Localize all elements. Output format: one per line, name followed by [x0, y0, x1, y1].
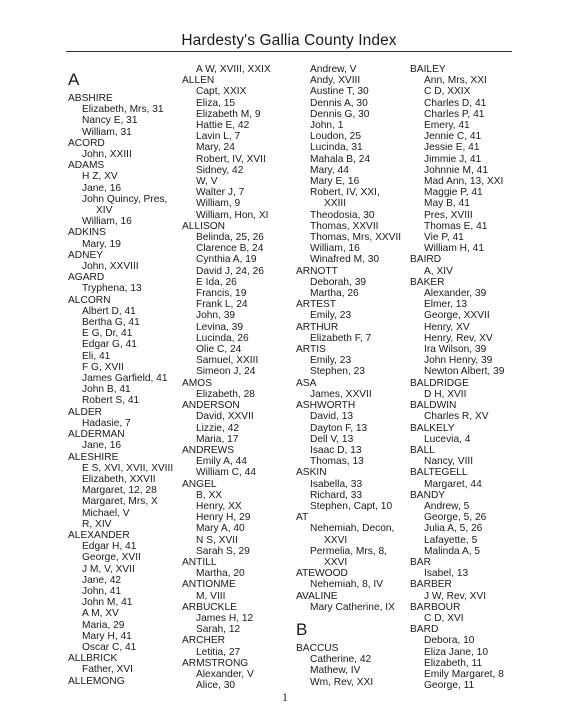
index-entry: Mary, 19 — [82, 238, 121, 250]
index-entry: Julia A, 5, 26 — [424, 523, 483, 535]
index-entry: John Quincy, Pres, — [82, 193, 168, 205]
index-entry: W, V — [196, 176, 218, 188]
index-entry: Ira Wilson, 39 — [424, 344, 487, 356]
index-entry: Jane, 16 — [82, 182, 122, 194]
index-entry: Elizabeth F, 7 — [310, 332, 372, 344]
index-entry: Albert D, 41 — [82, 305, 136, 317]
index-entry: Lucevia, 4 — [424, 433, 471, 445]
index-surname: BAKER — [410, 276, 445, 288]
index-entry: Thomas E, 41 — [424, 220, 488, 232]
index-entry: Sarah, 12 — [196, 624, 241, 636]
index-entry: Robert, IV, XXI, — [310, 187, 380, 199]
index-entry: Mahala B, 24 — [310, 153, 371, 165]
index-entry: Francis, 19 — [196, 288, 247, 300]
index-entry: Winafred M, 30 — [310, 254, 380, 266]
index-surname: ALESHIRE — [68, 451, 119, 463]
index-entry: William, 31 — [82, 126, 132, 138]
index-entry: Catherine, 42 — [310, 654, 372, 666]
index-entry: Samuel, XXIII — [196, 355, 259, 367]
index-surname: ANTILL — [182, 556, 217, 568]
index-surname: ALDER — [68, 406, 102, 418]
index-entry: B, XX — [196, 489, 223, 501]
index-entry: Nehemiah, 8, IV — [310, 579, 384, 591]
index-entry: John, XXVIII — [82, 261, 139, 273]
index-entry: Thomas, Mrs, XXVII — [310, 232, 402, 244]
index-entry: Isabel, 13 — [424, 568, 469, 580]
index-entry: Isaac D, 13 — [310, 444, 362, 456]
index-surname: BANDY — [410, 489, 446, 501]
index-entry: Austine T, 30 — [310, 86, 369, 98]
index-entry: Wm, Rev, XXI — [310, 676, 374, 688]
index-entry: Emily Margaret, 8 — [424, 668, 504, 680]
index-entry: Alexander, V — [196, 668, 254, 680]
index-surname: ADAMS — [68, 160, 105, 172]
index-surname: ALCORN — [68, 294, 111, 306]
index-entry-continuation: XXVI — [324, 556, 348, 568]
index-surname: BAR — [410, 556, 431, 568]
index-entry: Henry, XX — [196, 500, 242, 512]
index-entry: Lucinda, 26 — [196, 332, 249, 344]
index-entry: Sarah S, 29 — [196, 545, 250, 557]
index-surname: ATEWOOD — [296, 568, 348, 580]
index-entry: Jimmie J, 41 — [424, 153, 482, 165]
index-entry: John M, 41 — [82, 597, 133, 609]
index-entry: Martha, 26 — [310, 288, 359, 300]
index-entry: Olie C, 24 — [196, 344, 242, 356]
index-surname: BALDRIDGE — [410, 377, 469, 389]
index-entry: Elizabeth, 28 — [196, 388, 255, 400]
index-surname: BALDWIN — [410, 400, 457, 412]
index-entry: D H, XVII — [424, 388, 467, 400]
index-entry: Mary Catherine, IX — [310, 601, 395, 613]
index-surname: ANDREWS — [182, 444, 235, 456]
index-entry: Theodosia, 30 — [310, 209, 375, 221]
index-entry: E S, XVI, XVII, XVIII — [82, 462, 174, 474]
index-entry: Isabella, 33 — [310, 478, 363, 490]
index-entry: E Ida, 26 — [196, 276, 237, 288]
index-surname: ADKINS — [68, 227, 106, 239]
index-entry: Nancy, VIII — [424, 456, 474, 468]
index-entry: John Henry, 39 — [424, 355, 493, 367]
index-entry: George, XXVII — [424, 310, 490, 322]
index-entry: Margaret, 12, 28 — [82, 485, 157, 497]
index-entry: Thomas, XXVII — [310, 220, 379, 232]
index-surname: BACCUS — [296, 642, 339, 654]
index-entry: Bertha G, 41 — [82, 317, 140, 329]
index-entry: Pres, XVIII — [424, 209, 473, 221]
index-surname: ARCHER — [182, 635, 226, 647]
index-entry: M, VIII — [196, 590, 226, 602]
index-column-2 — [182, 64, 271, 691]
index-entry: Mary A, 40 — [196, 523, 245, 535]
index-entry: William, 16 — [82, 216, 132, 228]
index-entry: Dayton F, 13 — [310, 422, 368, 434]
index-entry: Alice, 30 — [196, 680, 236, 692]
index-entry: Robert, IV, XVII — [196, 153, 266, 165]
header-rule — [66, 51, 512, 52]
index-entry: Levina, 39 — [196, 321, 244, 333]
index-entry: David, XXVII — [196, 411, 254, 423]
index-entry: William H, 41 — [424, 243, 485, 255]
index-entry: Elizabeth M, 9 — [196, 108, 261, 120]
index-entry: Maggie P, 41 — [424, 187, 483, 199]
index-surname: AGARD — [68, 272, 105, 284]
index-surname: ABSHIRE — [68, 93, 113, 104]
index-surname: BAIRD — [410, 254, 442, 266]
index-entry: Letitia, 27 — [196, 646, 241, 658]
index-entry: N S, XVII — [196, 534, 238, 546]
index-entry: Mad Ann, 13, XXI — [424, 176, 504, 188]
index-entry: Mary H, 41 — [82, 630, 132, 642]
index-entry: George, XVII — [82, 552, 141, 564]
index-surname: BAILEY — [410, 64, 446, 75]
index-entry: Andrew, V — [310, 64, 357, 75]
index-surname: ADNEY — [68, 249, 104, 261]
index-entry: C D, XVI — [424, 612, 464, 624]
index-surname: AMOS — [182, 377, 213, 389]
index-entry: Stephen, Capt, 10 — [310, 500, 393, 512]
index-entry: Emily, 23 — [310, 310, 352, 322]
index-entry: Jessie E, 41 — [424, 142, 480, 154]
index-entry: William, 9 — [196, 198, 241, 210]
index-entry: Eliza, 15 — [196, 97, 236, 109]
index-entry: Nehemiah, Decon, — [310, 523, 395, 535]
index-entry: Malinda A, 5 — [424, 545, 481, 557]
index-entry: Sidney, 42 — [196, 164, 244, 176]
index-surname: ALLEN — [182, 75, 215, 87]
index-entry: Loudon, 25 — [310, 131, 361, 143]
index-surname: BALTEGELL — [410, 467, 468, 479]
index-entry: Nancy E, 31 — [82, 115, 138, 127]
index-entry-continuation: XXIII — [324, 198, 347, 210]
index-entry: Newton Albert, 39 — [424, 366, 505, 378]
index-entry: James H, 12 — [196, 612, 254, 624]
index-entry: Charles D, 41 — [424, 97, 487, 109]
index-entry: David J, 24, 26 — [196, 265, 264, 277]
index-entry: Mathew, IV — [310, 665, 361, 677]
index-entry: John B, 41 — [82, 384, 131, 396]
index-entry: Johnnie M, 41 — [424, 164, 488, 176]
index-entry-continuation: XIV — [96, 205, 113, 217]
index-entry: Michael, V — [82, 507, 130, 519]
index-entry: Father, XVI — [82, 664, 133, 676]
index-entry: Edgar G, 41 — [82, 339, 137, 351]
index-entry: Lafayette, 5 — [424, 534, 478, 546]
index-entry: Hattie E, 42 — [196, 120, 250, 132]
index-surname: ANDERSON — [182, 400, 240, 412]
index-surname: ARMSTRONG — [182, 657, 249, 669]
index-entry: John, 41 — [82, 585, 122, 597]
index-entry: Oscar C, 41 — [82, 641, 137, 653]
index-entry: Mary E, 16 — [310, 176, 360, 188]
index-entry: Permelia, Mrs, 8, — [310, 545, 387, 557]
index-entry: Tryphena, 13 — [82, 283, 142, 295]
index-entry: A, XIV — [424, 265, 453, 277]
index-entry: George, 5, 26 — [424, 512, 487, 524]
index-surname: BALL — [410, 444, 435, 456]
index-surname: BARBER — [410, 579, 452, 591]
index-surname: BARBOUR — [410, 601, 461, 613]
index-surname: ANTIONME — [182, 579, 236, 591]
index-surname: ALLEMONG — [68, 675, 125, 687]
index-entry: Henry, XV — [424, 321, 470, 333]
index-entry: Deborah, 39 — [310, 276, 367, 288]
index-entry: Edgar H, 41 — [82, 541, 137, 553]
index-entry: Dennis A, 30 — [310, 97, 368, 109]
index-entry: Jane, 42 — [82, 574, 122, 586]
index-surname: ALDERMAN — [68, 429, 125, 441]
index-surname: ALLISON — [182, 220, 226, 232]
page-number: 1 — [282, 690, 288, 704]
index-surname: ARNOTT — [296, 265, 338, 277]
index-entry: Elizabeth, Mrs, 31 — [82, 104, 164, 116]
index-surname: ALLBRICK — [68, 653, 118, 665]
index-entry: Maria, 17 — [196, 433, 239, 445]
index-entry: Emery, 41 — [424, 120, 470, 132]
index-entry: Lavin L, 7 — [196, 131, 241, 143]
index-surname: ARBUCKLE — [182, 601, 237, 613]
index-entry: E G, Dr, 41 — [82, 328, 133, 340]
index-entry: Margaret, 44 — [424, 478, 482, 490]
index-entry: Maria, 29 — [82, 619, 125, 631]
index-entry: Clarence B, 24 — [196, 243, 264, 255]
index-entry: Hadasie, 7 — [82, 417, 131, 429]
index-entry: David, 13 — [310, 411, 354, 423]
index-entry: R, XIV — [82, 518, 112, 530]
index-surname: ARTHUR — [296, 321, 339, 333]
index-entry: John, 39 — [196, 310, 236, 322]
index-entry: Dennis G, 30 — [310, 108, 370, 120]
index-surname: ACORD — [68, 137, 105, 149]
index-surname: ARTIS — [296, 344, 326, 356]
index-entry: Frank L, 24 — [196, 299, 248, 311]
index-entry: Lucinda, 31 — [310, 142, 363, 154]
index-entry: Debora, 10 — [424, 635, 475, 647]
index-entry: Andrew, 5 — [424, 500, 470, 512]
index-entry: Margaret, Mrs, X — [82, 496, 158, 508]
index-entry: Robert S, 41 — [82, 395, 140, 407]
index-entry: May B, 41 — [424, 198, 470, 210]
index-entry: J M, V, XVII — [82, 563, 135, 575]
index-entry: Richard, 33 — [310, 489, 363, 501]
index-entry: William, 16 — [310, 243, 360, 255]
index-surname: ARTEST — [296, 299, 337, 311]
index-entry-continuation: XXVI — [324, 534, 348, 546]
page-header-title: Hardesty's Gallia County Index — [181, 32, 397, 49]
index-entry: George, 11 — [424, 680, 475, 692]
index-entry: Jane, 16 — [82, 440, 122, 452]
index-surname: ALEXANDER — [68, 529, 130, 541]
index-surname: BARD — [410, 624, 439, 636]
index-entry: H Z, XV — [82, 171, 118, 183]
index-surname: ASHWORTH — [296, 400, 356, 412]
index-surname: BALKELY — [410, 422, 455, 434]
index-entry: Charles R, XV — [424, 411, 489, 423]
index-column-1 — [68, 64, 173, 687]
index-entry: Belinda, 25, 26 — [196, 232, 264, 244]
index-entry: Henry, Rev, XV — [424, 332, 493, 344]
section-letter: B — [296, 619, 308, 639]
index-entry: Charles P, 41 — [424, 108, 485, 120]
index-entry: Alexander, 39 — [424, 288, 487, 300]
index-entry: Lizzie, 42 — [196, 422, 240, 434]
index-entry: Dell V, 13 — [310, 433, 354, 445]
index-entry: Walter J, 7 — [196, 187, 245, 199]
index-entry: Vie P, 41 — [424, 232, 464, 244]
index-entry: Simeon J, 24 — [196, 366, 256, 378]
index-entry: Elmer, 13 — [424, 299, 468, 311]
index-entry: F G, XVII — [82, 361, 124, 373]
index-entry: John, 1 — [310, 120, 344, 132]
index-surname: ANGEL — [182, 478, 217, 490]
index-entry: Emily, 23 — [310, 355, 352, 367]
index-column-4 — [410, 64, 504, 691]
index-entry: Andy, XVIII — [310, 75, 361, 87]
index-entry: A M, XV — [82, 608, 119, 620]
index-entry: Emily A, 44 — [196, 456, 247, 468]
index-entry: James Garfield, 41 — [82, 373, 168, 385]
index-surname: ASA — [296, 377, 317, 389]
index-entry: Elizabeth, XXVII — [82, 473, 156, 485]
index-entry: Mary, 44 — [310, 164, 349, 176]
index-entry: Martha, 20 — [196, 568, 245, 580]
index-entry: Eliza Jane, 10 — [424, 646, 488, 658]
index-entry: Capt, XXIX — [196, 86, 247, 98]
index-entry: A W, XVIII, XXIX — [196, 64, 271, 75]
index-surname: AT — [296, 512, 309, 524]
section-letter: A — [68, 70, 80, 89]
index-entry: Stephen, 23 — [310, 366, 365, 378]
index-entry: Henry H, 29 — [196, 512, 251, 524]
index-entry: James, XXVII — [310, 388, 372, 400]
index-entry: William C, 44 — [196, 467, 257, 479]
index-entry: Cynthia A, 19 — [196, 254, 257, 266]
index-surname: ASKIN — [296, 467, 327, 479]
index-entry: J W, Rev, XVI — [424, 590, 487, 602]
index-entry: Jennie C, 41 — [424, 131, 482, 143]
index-column-3 — [296, 64, 401, 688]
index-entry: Eli, 41 — [82, 350, 111, 362]
index-surname: AVALINE — [296, 590, 338, 602]
index-entry: Thomas, 13 — [310, 456, 364, 468]
index-entry: William, Hon, XI — [196, 209, 269, 221]
index-entry: C D, XXIX — [424, 86, 471, 98]
index-entry: John, XXIII — [82, 149, 132, 161]
index-entry: Elizabeth, 11 — [424, 657, 483, 669]
index-entry: Mary, 24 — [196, 142, 235, 154]
index-entry: Ann, Mrs, XXI — [424, 75, 487, 87]
